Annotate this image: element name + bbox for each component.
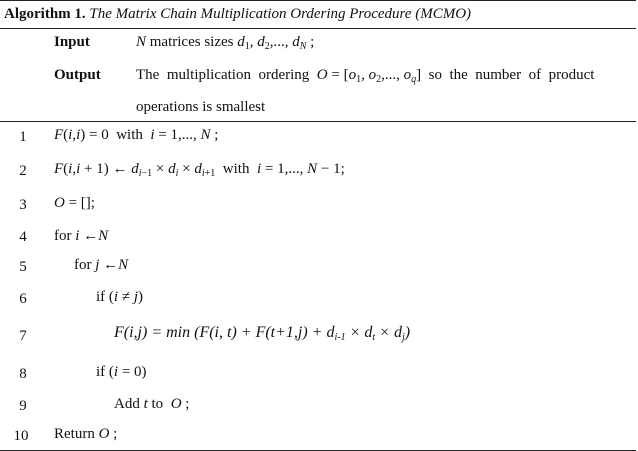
code-line-3: O = [];: [54, 195, 95, 211]
algorithm-name: The Matrix Chain Multiplication Ordering Procedure (MCMO): [89, 6, 472, 22]
code-line-8: if (i = 0): [96, 364, 147, 380]
code-line-9: Add t to O ;: [114, 396, 190, 412]
line-number: 3: [19, 197, 27, 213]
output-text-1: The multiplication ordering $O = [o_1$, $o_2$,..., $o_q$] so the number of product: [136, 67, 595, 85]
io-divider: [0, 121, 636, 122]
line-number: 6: [19, 291, 27, 307]
output-text-2: operations is smallest: [136, 99, 266, 115]
title-divider: [0, 28, 636, 29]
code-line-7: F(i,j) = min (F(i, $t) + F(t+1,j) + d_{i-1} \times d_t \times d_j$): [114, 324, 411, 343]
line-number: 7: [19, 328, 27, 344]
code-line-2: F(i,i + 1) ← $d_{i-1} \times d_i \times d_{i+1}$ with i = 1,..., N − 1;: [54, 161, 345, 179]
line-number: 5: [19, 259, 27, 275]
output-label: Output: [54, 67, 101, 83]
line-number: 10: [13, 428, 29, 444]
line-number: 2: [19, 163, 27, 179]
input-label: Input: [54, 34, 90, 50]
algorithm-title: [4, 6, 471, 23]
line-number: 4: [19, 229, 27, 245]
code-line-6: if (i ≠ j): [96, 289, 143, 305]
code-line-5: for j ←N: [74, 257, 129, 273]
code-line-10: Return O ;: [54, 426, 118, 442]
line-number: 8: [19, 366, 27, 382]
code-line-1: F(i,i) = 0 with i = 1,..., N ;: [54, 127, 219, 143]
code-line-4: for i ←N: [54, 228, 109, 244]
input-text: N matrices sizes $d_1$, $d_2$,..., $d_N$ ;: [136, 34, 315, 52]
algorithm-label: Algorithm 1.: [4, 6, 86, 22]
line-number: 1: [19, 129, 27, 145]
line-number: 9: [19, 398, 27, 414]
